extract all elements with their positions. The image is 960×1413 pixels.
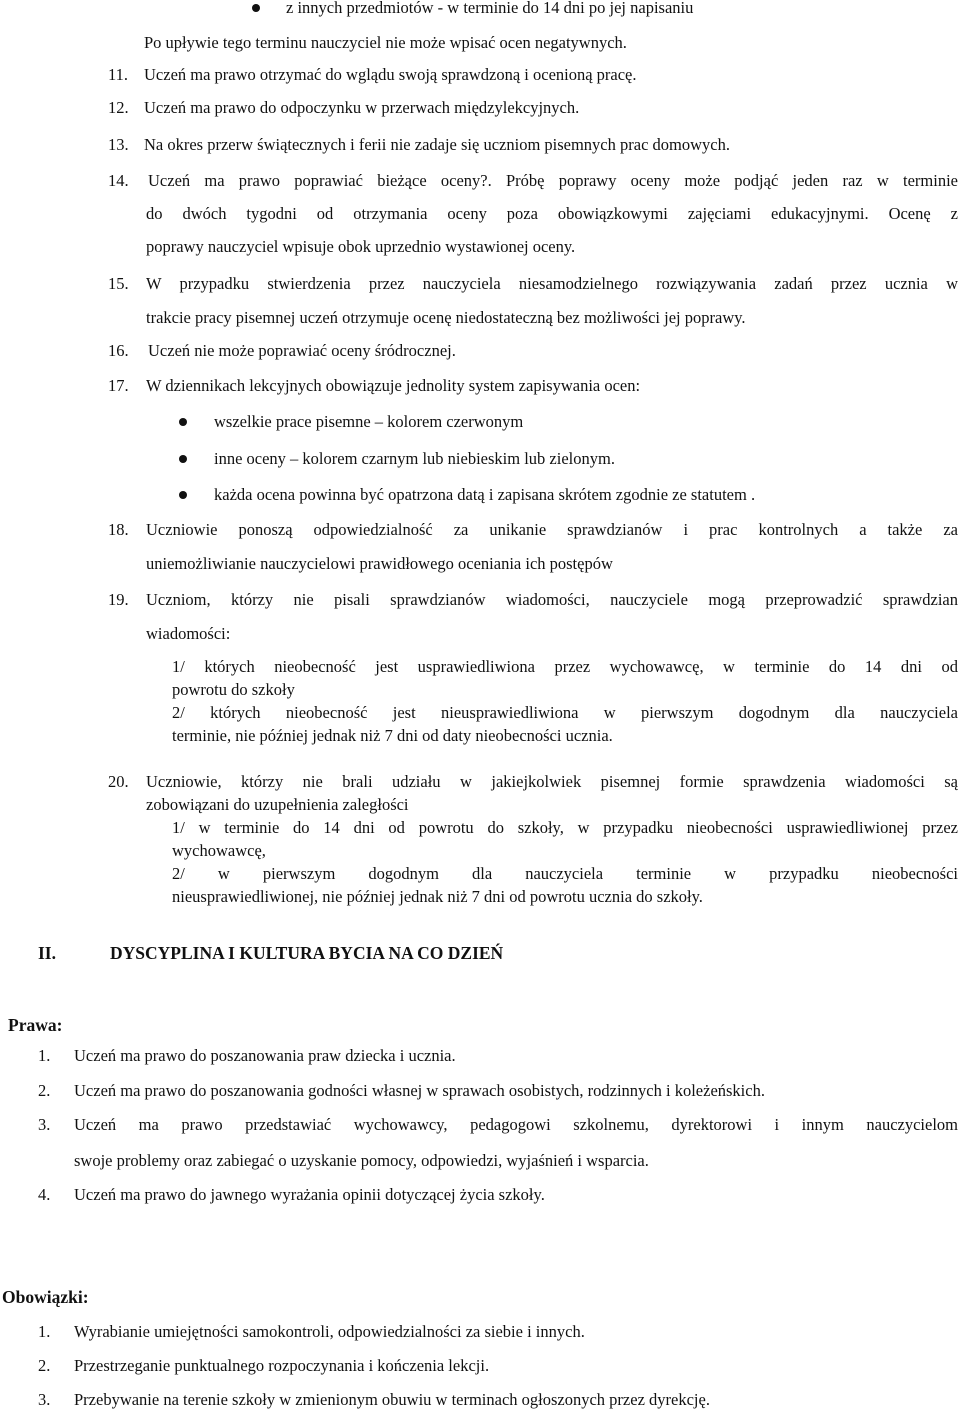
- item-text: zobowiązani do uzupełnienia zaległości: [146, 795, 409, 814]
- item-number: 1.: [38, 1046, 51, 1065]
- duties-heading: Obowiązki:: [2, 1287, 89, 1307]
- sub-item-text: 1/ których nieobecność jest usprawiedliwiona przez wychowawcę, w terminie do 14 dni od: [172, 657, 958, 676]
- item-number: 2.: [38, 1356, 51, 1375]
- section-numeral: II.: [38, 943, 56, 963]
- item-number: 2.: [38, 1081, 51, 1100]
- list-item-bullet: wszelkie prace pisemne – kolorem czerwonym: [214, 412, 524, 431]
- section-title: DYSCYPLINA I KULTURA BYCIA NA CO DZIEŃ: [110, 943, 504, 963]
- item-text: Uczeń ma prawo do jawnego wyrażania opinii dotyczącej życia szkoły.: [74, 1185, 545, 1204]
- item-text: Uczniowie, którzy nie brali udziału w jakiejkolwiek pisemnej formie sprawdzenia wiadomości są: [146, 772, 958, 791]
- item-number: 16.: [108, 341, 129, 360]
- list-item-bullet: każda ocena powinna być opatrzona datą i zapisana skrótem zgodnie ze statutem .: [214, 485, 756, 504]
- item-text: Uczniom, którzy nie pisali sprawdzianów wiadomości, nauczyciele mogą przeprowadzić sprawdzian: [146, 590, 958, 609]
- rights-heading: Prawa:: [8, 1015, 63, 1035]
- item-text: Uczeń ma prawo poprawiać bieżące oceny?. Próbę poprawy oceny może podjąć jeden raz w terminie: [148, 171, 958, 190]
- sub-item-text: wychowawcę,: [172, 841, 266, 860]
- item-number: 3.: [38, 1115, 51, 1134]
- item-text: Uczniowie ponoszą odpowiedzialność za unikanie sprawdzianów i prac kontrolnych a także za: [146, 520, 958, 539]
- item-text: Na okres przerw świątecznych i ferii nie zadaje się uczniom pisemnych prac domowych.: [144, 135, 730, 154]
- item-text: swoje problemy oraz zabiegać o uzyskanie pomocy, odpowiedzi, wyjaśnień i wsparcia.: [74, 1151, 649, 1170]
- item-text: Uczeń nie może poprawiać oceny śródrocznej.: [148, 341, 456, 360]
- item-number: 1.: [38, 1322, 51, 1341]
- sub-item-text: nieusprawiedliwionej, nie później jednak niż 7 dni od powrotu ucznia do szkoły.: [172, 887, 703, 906]
- item-text: uniemożliwianie nauczycielowi prawidłowego oceniania ich postępów: [146, 554, 613, 573]
- item-text: wiadomości:: [146, 624, 231, 643]
- item-text: W dziennikach lekcyjnych obowiązuje jednolity system zapisywania ocen:: [146, 376, 641, 395]
- item-number: 12.: [108, 98, 129, 117]
- note-line: Po upływie tego terminu nauczyciel nie może wpisać ocen negatywnych.: [144, 33, 627, 52]
- item-text: Uczeń ma prawo do poszanowania godności własnej w sprawach osobistych, rodzinnych i koleżeńskich.: [74, 1081, 765, 1100]
- list-item-bullet: z innych przedmiotów - w terminie do 14 dni po jej napisaniu: [286, 0, 694, 17]
- bullet-icon: [179, 418, 187, 426]
- item-text: Uczeń ma prawo do odpoczynku w przerwach międzylekcyjnych.: [144, 98, 580, 117]
- item-text: Uczeń ma prawo otrzymać do wglądu swoją sprawdzoną i ocenioną pracę.: [144, 65, 637, 84]
- item-number: 11.: [108, 65, 129, 84]
- item-number: 4.: [38, 1185, 51, 1204]
- list-item-bullet: inne oceny – kolorem czarnym lub niebieskim lub zielonym.: [214, 449, 615, 468]
- item-text: do dwóch tygodni od otrzymania oceny poza obowiązkowymi zajęciami edukacyjnymi. Ocenę z: [146, 204, 958, 223]
- bullet-icon: [179, 455, 187, 463]
- sub-item-text: 1/ w terminie do 14 dni od powrotu do szkoły, w przypadku nieobecności usprawiedliwionej przez: [172, 818, 958, 837]
- item-number: 20.: [108, 772, 129, 791]
- item-number: 19.: [108, 590, 129, 609]
- item-text: Uczeń ma prawo do poszanowania praw dziecka i ucznia.: [74, 1046, 456, 1065]
- item-text: Przebywanie na terenie szkoły w zmienionym obuwiu w terminach ogłoszonych przez dyrekcję.: [74, 1390, 710, 1409]
- item-text: Wyrabianie umiejętności samokontroli, odpowiedzialności za siebie i innych.: [74, 1322, 585, 1341]
- item-number: 13.: [108, 135, 129, 154]
- sub-item-text: 2/ w pierwszym dogodnym dla nauczyciela terminie w przypadku nieobecności: [172, 864, 958, 883]
- item-text: Uczeń ma prawo przedstawiać wychowawcy, pedagogowi szkolnemu, dyrektorowi i innym nauczycielom: [74, 1115, 958, 1134]
- item-text: W przypadku stwierdzenia przez nauczyciela niesamodzielnego rozwiązywania zadań przez ucznia w: [146, 274, 958, 293]
- sub-item-text: 2/ których nieobecność jest nieusprawiedliwiona w pierwszym dogodnym dla nauczyciela: [172, 703, 958, 722]
- sub-item-text: terminie, nie później jednak niż 7 dni od daty nieobecności ucznia.: [172, 726, 613, 745]
- item-number: 15.: [108, 274, 129, 293]
- item-text: trakcie pracy pisemnej uczeń otrzymuje ocenę niedostateczną bez możliwości jej poprawy.: [146, 308, 746, 327]
- bullet-icon: [179, 491, 187, 499]
- sub-item-text: powrotu do szkoły: [172, 680, 295, 699]
- item-number: 3.: [38, 1390, 51, 1409]
- item-number: 18.: [108, 520, 129, 539]
- bullet-icon: [252, 4, 260, 12]
- item-number: 17.: [108, 376, 129, 395]
- item-text: Przestrzeganie punktualnego rozpoczynania i kończenia lekcji.: [74, 1356, 490, 1375]
- item-number: 14.: [108, 171, 129, 190]
- item-text: poprawy nauczyciel wpisuje obok uprzednio wystawionej oceny.: [146, 237, 576, 256]
